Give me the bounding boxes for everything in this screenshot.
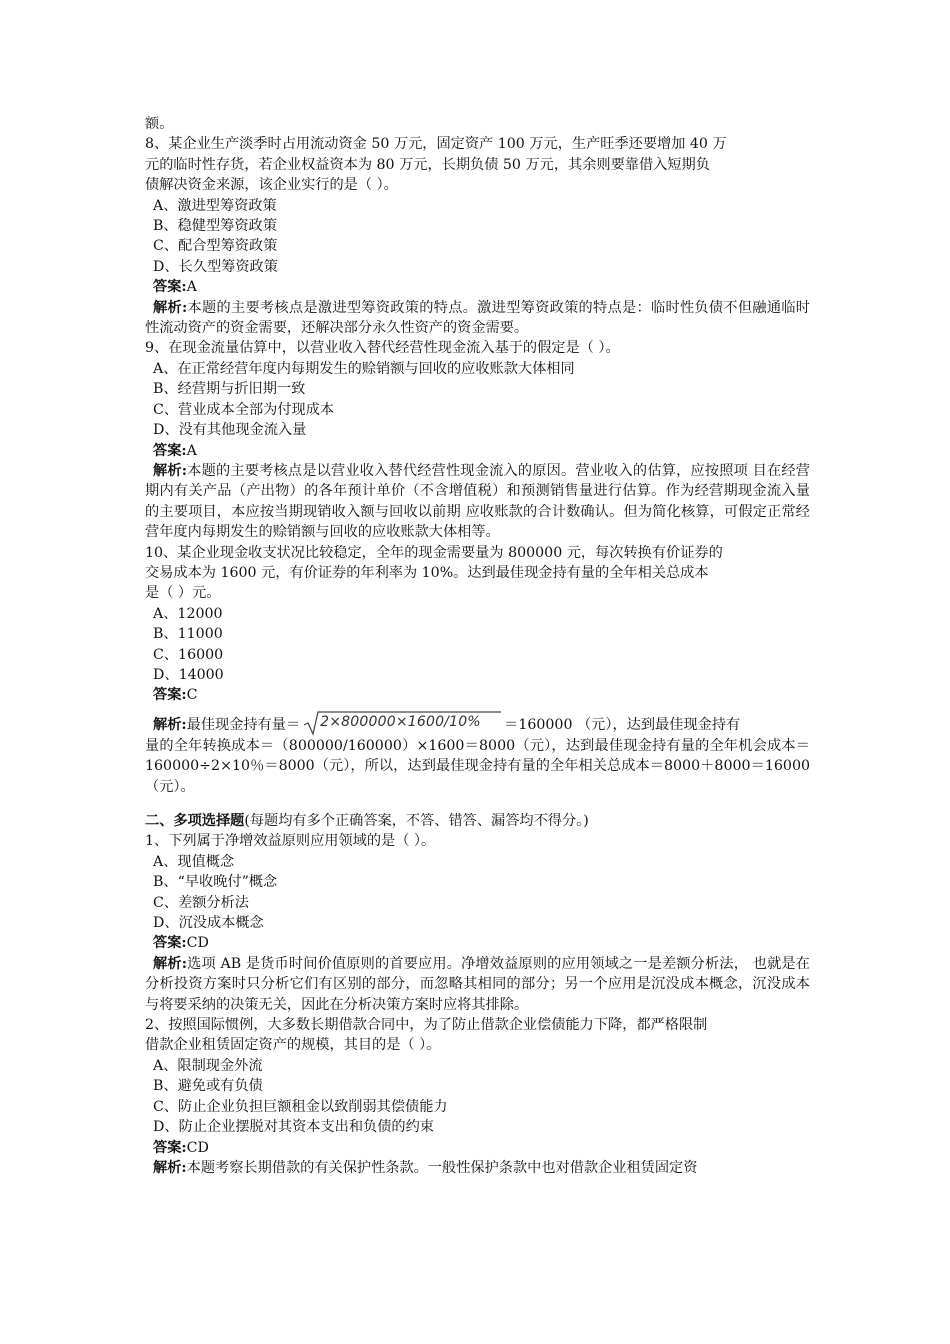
option-c: C、防止企业负担巨额租金以致削弱其偿债能力 xyxy=(153,1098,448,1115)
question-10 xyxy=(145,543,810,797)
question-text-line: 是（ ）元。 xyxy=(145,585,221,602)
explanation-label: 解析: xyxy=(153,717,187,734)
question-9 xyxy=(145,338,810,542)
explanation xyxy=(145,461,810,543)
answer-label: 答案: xyxy=(153,442,187,459)
answer xyxy=(145,441,810,461)
section-note: (每题均有多个正确答案，不答、错答、漏答均不得分。) xyxy=(244,813,589,829)
question-text-line: 债解决资金来源，该企业实行的是（ ）。 xyxy=(145,177,398,194)
explanation-text: 量的全年转换成本＝（800000/160000）×1600＝8000（元），达到最佳现金持有量的全年机会成本＝ 160000÷2×10％＝8000（元），所以，达到最佳现金持有量的全年相关总成本＝8000＋8000＝16000（元）。 xyxy=(145,737,810,795)
explanation-text: 选项 AB 是货币时间价值原则的首要应用。净增效益原则的应用领域之一是差额分析法， 也就是在分析投资方案时只分析它们有区别的部分，而忽略其相同的部分；另一个应用是沉没成本概念，沉没成本与将要采纳的决策无关，因此在分析决策方案时应将其排除。 xyxy=(145,955,810,1013)
question-text-line: 借款企业租赁固定资产的规模，其目的是（ ）。 xyxy=(145,1037,441,1054)
explanation xyxy=(145,298,810,339)
answer-label: 答案: xyxy=(153,1139,187,1156)
question-text-line: 元的临时性存货，若企业权益资本为 80 万元，长期负债 50 万元，其余则要靠借入短期负 xyxy=(145,156,710,173)
explanation xyxy=(145,1158,810,1178)
answer-value: CD xyxy=(186,1139,209,1156)
answer xyxy=(145,1138,810,1158)
option-b: B、经营期与折旧期一致 xyxy=(153,381,306,398)
option-a: A、激进型筹资政策 xyxy=(153,197,277,214)
explanation xyxy=(145,954,810,1015)
option-d: D、沉没成本概念 xyxy=(153,915,264,932)
answer-value: CD xyxy=(186,935,209,952)
top-fragment: 额。 xyxy=(145,116,174,132)
answer-label: 答案: xyxy=(153,687,187,704)
option-c: C、营业成本全部为付现成本 xyxy=(153,401,335,418)
answer-label: 答案: xyxy=(153,279,187,296)
explanation-label: 解析: xyxy=(153,1159,187,1176)
option-d: D、没有其他现金流入量 xyxy=(153,422,307,439)
question-text-line: 1、下列属于净增效益原则应用领域的是（ ）。 xyxy=(145,833,436,850)
option-d: D、14000 xyxy=(153,666,224,683)
answer xyxy=(145,933,810,953)
option-a: A、现值概念 xyxy=(153,853,235,870)
question-text-line: 2、按照国际惯例，大多数长期借款合同中，为了防止借款企业偿债能力下降，都严格限制 xyxy=(145,1017,708,1034)
explanation-label: 解析: xyxy=(153,299,188,316)
option-b: B、稳健型筹资政策 xyxy=(153,218,277,235)
answer-value: C xyxy=(186,687,198,704)
explanation-text: 本题的主要考核点是以营业收入替代经营性现金流入的原因。营业收入的估算，应按照项 目在经营期内有关产品（产出物）的各年预计单价（不含增值税）和预测销售量进行估算。作为经营期现金流入量的主要项目，本应按当期现销收入额与回收以前期 应收账款的合计数确认。但为简化核算，可假定正常经营年度内每期发生的赊销额与回收的应收账款大体相等。 xyxy=(145,462,810,541)
question-text-line: 交易成本为 1600 元，有价证券的年利率为 10%。达到最佳现金持有量的全年相关总成本 xyxy=(145,564,709,581)
answer-value: A xyxy=(186,279,197,296)
multi-question-2 xyxy=(145,1015,810,1178)
question-8 xyxy=(145,134,810,338)
explanation-label: 解析: xyxy=(153,955,187,972)
option-d: D、长久型筹资政策 xyxy=(153,258,278,275)
answer xyxy=(145,277,810,297)
option-c: C、配合型筹资政策 xyxy=(153,238,278,255)
explanation-text: 最佳现金持有量＝ xyxy=(186,717,301,734)
section-heading xyxy=(145,811,810,831)
explanation-formula-line xyxy=(145,710,810,736)
option-d: D、防止企业摆脱对其资本支出和负债的约束 xyxy=(153,1119,434,1136)
question-text-line: 10、某企业现金收支状况比较稳定，全年的现金需要量为 800000 元，每次转换有价证券的 xyxy=(145,544,723,561)
formula-text: 2×800000×1600/10% xyxy=(320,713,481,730)
explanation-text: 本题的主要考核点是激进型筹资政策的特点。激进型筹资政策的特点是：临时性负债不但融通临时性流动资产的资金需要，还解决部分永久性资产的资金需要。 xyxy=(145,299,810,337)
option-b: B、11000 xyxy=(153,626,223,643)
document-page xyxy=(145,114,810,1178)
option-c: C、差额分析法 xyxy=(153,894,249,911)
option-c: C、16000 xyxy=(153,646,224,663)
explanation-label: 解析: xyxy=(153,462,187,479)
option-b: B、“早收晚付”概念 xyxy=(153,874,278,891)
section-title: 二、多项选择题 xyxy=(145,813,245,829)
option-a: A、在正常经营年度内每期发生的赊销额与回收的应收账款大体相同 xyxy=(153,360,575,377)
option-b: B、避免或有负债 xyxy=(153,1078,263,1095)
question-text-line: 9、在现金流量估算中，以营业收入替代经营性现金流入基于的假定是（ ）。 xyxy=(145,340,620,357)
option-a: A、限制现金外流 xyxy=(153,1057,263,1074)
option-a: A、12000 xyxy=(153,605,223,622)
answer-label: 答案: xyxy=(153,935,187,952)
question-text-line: 8、某企业生产淡季时占用流动资金 50 万元，固定资产 100 万元，生产旺季还要增加 40 万 xyxy=(145,136,727,153)
explanation-text: 本题考察长期借款的有关保护性条款。一般性保护条款中也对借款企业租赁固定资 xyxy=(186,1159,698,1176)
explanation-text: ＝160000 （元），达到最佳现金持有 xyxy=(504,717,741,734)
answer xyxy=(145,685,810,705)
sqrt-formula xyxy=(302,710,502,736)
multi-question-1 xyxy=(145,831,810,1015)
answer-value: A xyxy=(186,442,197,459)
